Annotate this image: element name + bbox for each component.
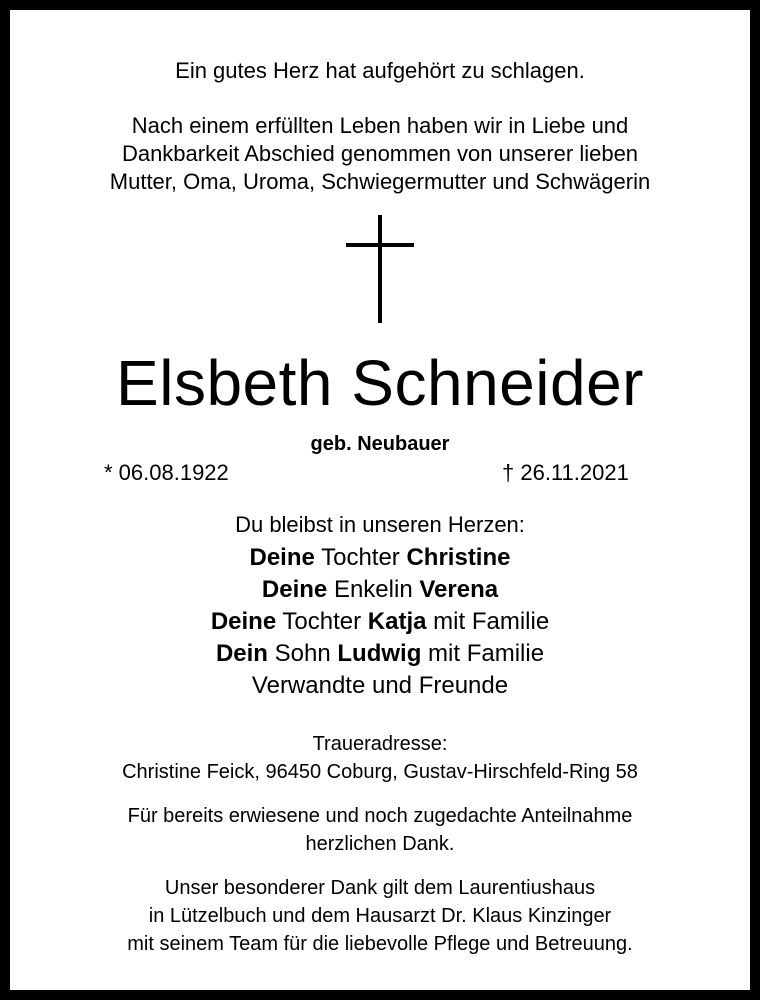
- maiden-name: geb. Neubauer: [310, 433, 450, 455]
- mourner-relation: Enkelin: [333, 576, 413, 603]
- mourner-row: [10, 574, 750, 606]
- special-thanks-line-1: Unser besonderer Dank gilt dem Laurentiushaus: [164, 877, 596, 899]
- mourner-role: Deine: [210, 608, 277, 635]
- birth-date: * 06.08.1922: [104, 460, 229, 485]
- mourners-intro: Du bleibst in unseren Herzen:: [235, 512, 525, 537]
- mourner-role: Deine: [249, 544, 315, 571]
- mourner-name: Katja: [367, 608, 427, 635]
- mourner-row: [10, 542, 750, 574]
- mourner-row: [10, 606, 750, 638]
- death-date: † 26.11.2021: [502, 460, 629, 485]
- address-label: Traueradresse:: [312, 733, 448, 755]
- mourners-others: Verwandte und Freunde: [251, 672, 509, 699]
- intro-line-1: Ein gutes Herz hat aufgehört zu schlagen.: [175, 58, 585, 83]
- mourner-role: Deine: [261, 576, 328, 603]
- mourner-suffix: mit Familie: [428, 640, 545, 667]
- mourner-role: Dein: [215, 640, 268, 667]
- mourner-name: Ludwig: [337, 640, 422, 667]
- thanks-line-1: Für bereits erwiesene und noch zugedachte Anteilnahme: [127, 805, 633, 827]
- mourner-relation: Tochter: [282, 608, 362, 635]
- address-value: Christine Feick, 96450 Coburg, Gustav-Hirschfeld-Ring 58: [122, 761, 638, 783]
- intro-line-2: Nach einem erfüllten Leben haben wir in Liebe und: [131, 113, 629, 138]
- mourner-suffix: mit Familie: [433, 608, 550, 635]
- latin-cross-icon: [346, 215, 414, 323]
- intro-line-4: Mutter, Oma, Uroma, Schwiegermutter und Schwägerin: [109, 169, 651, 194]
- mourner-row: [10, 638, 750, 670]
- special-thanks-line-2: in Lützelbuch und dem Hausarzt Dr. Klaus Kinzinger: [148, 905, 612, 927]
- intro-line-3: Dankbarkeit Abschied genommen von unserer lieben: [121, 141, 639, 166]
- mourner-relation: Tochter: [321, 544, 400, 571]
- thanks-line-2: herzlichen Dank.: [305, 833, 455, 855]
- special-thanks-line-3: mit seinem Team für die liebevolle Pflege und Betreuung.: [127, 933, 633, 955]
- mourner-name: Verena: [419, 576, 499, 603]
- deceased-name: Elsbeth Schneider: [116, 347, 644, 419]
- mourner-name: Christine: [406, 544, 511, 571]
- mourner-relation: Sohn: [274, 640, 331, 667]
